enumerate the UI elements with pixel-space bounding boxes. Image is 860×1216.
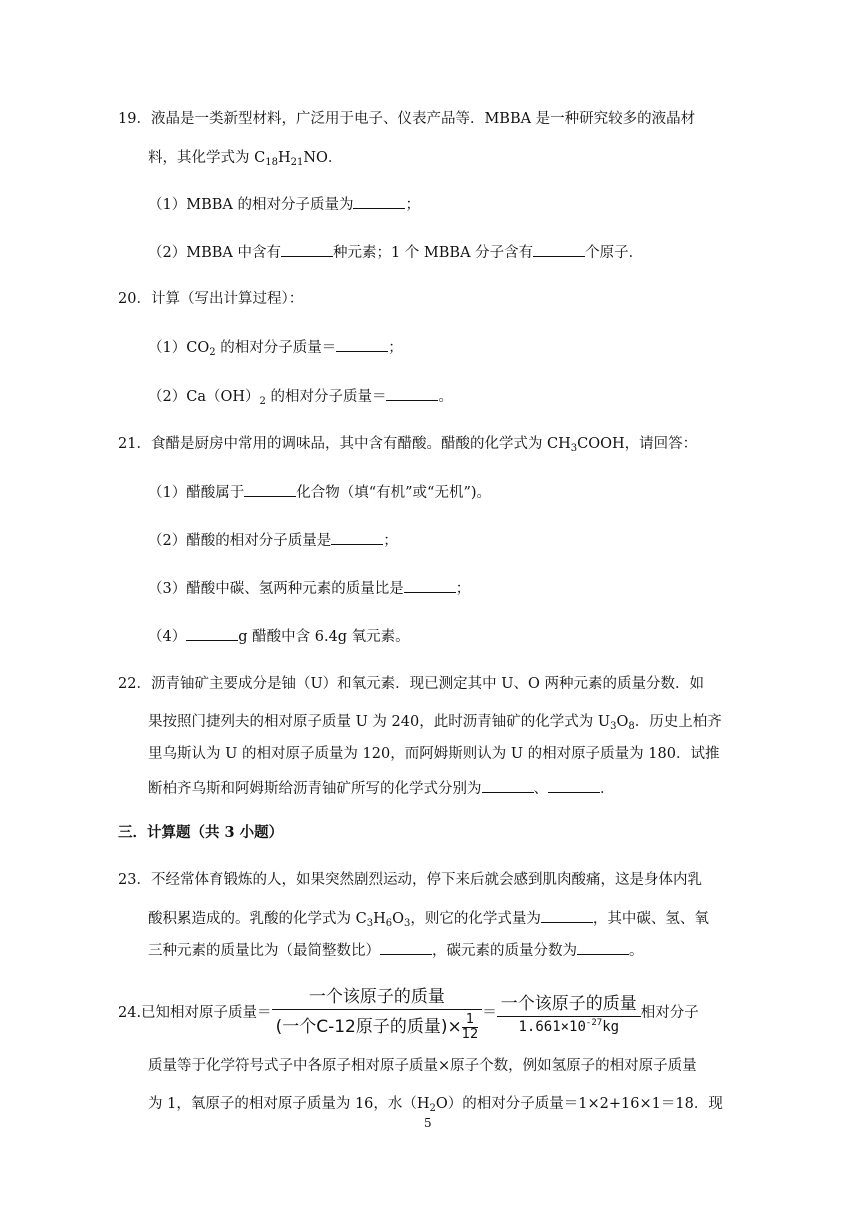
prompt-text: ；	[383, 533, 398, 549]
prompt-text: 个原子．	[585, 245, 644, 261]
q22-line3: 里乌斯认为 U 的相对原子质量为 120，而阿姆斯则认为 U 的相对原子质量为 180．试推	[148, 746, 720, 762]
prompt-text: （1）CO	[148, 340, 210, 356]
q24-line2: 质量等于化学符号式子中各原子相对原子质量×原子个数，例如氢原子的相对原子质量	[148, 1058, 697, 1074]
denominator-text: 1.661×10	[518, 1018, 586, 1035]
subscript: 21	[290, 157, 304, 168]
small-denominator: 12	[461, 1026, 479, 1042]
formula-text: NO．	[303, 150, 343, 166]
answer-blank[interactable]	[577, 940, 629, 955]
small-numerator: 1	[462, 1013, 479, 1028]
answer-blank[interactable]	[380, 940, 432, 955]
answer-blank[interactable]	[386, 386, 438, 401]
q20-part2	[148, 386, 453, 407]
answer-blank[interactable]	[281, 242, 333, 257]
prompt-text: （3）醋酸中碳、氢两种元素的质量比是	[148, 581, 404, 597]
formula-text: O	[616, 714, 629, 730]
subscript: 2	[209, 347, 216, 358]
prompt-text: ，其中碳、氢、氧	[592, 911, 709, 927]
prompt-text: 的相对分子质量＝	[215, 340, 337, 356]
subscript: 3	[570, 443, 578, 454]
answer-blank[interactable]	[482, 778, 534, 793]
q19-part1	[148, 194, 420, 215]
q23-line3	[148, 940, 644, 961]
prompt-text: 24.已知相对原子质量＝	[118, 1005, 272, 1022]
subscript: 2	[429, 1103, 436, 1114]
answer-blank[interactable]	[244, 482, 296, 497]
denominator-text: (一个C-12原子的质量)×	[275, 1017, 462, 1037]
q21-part4	[148, 626, 410, 647]
prompt-text: 。	[438, 389, 453, 405]
q19-line1: 19．液晶是一类新型材料，广泛用于电子、仪表产品等．MBBA 是一种研究较多的液晶材	[118, 111, 696, 127]
prompt-text: （4）	[148, 629, 187, 645]
q19-line2	[148, 148, 342, 168]
q20-line1: 20．计算（写出计算过程）：	[118, 291, 304, 307]
one-twelfth-fraction	[462, 1013, 479, 1042]
q23-line2	[148, 908, 709, 929]
prompt-text: ；	[388, 340, 403, 356]
subscript: 18	[265, 157, 278, 168]
q22-line1: 22．沥青铀矿主要成分是铀（U）和氧元素．现已测定其中 U、O 两种元素的质量分数．如	[118, 676, 704, 692]
q19-formula-text: 料，其化学式为 C	[148, 150, 266, 166]
prompt-text: 果按照门捷列夫的相对原子质量 U 为 240，此时沥青铀矿的化学式为 U	[148, 714, 611, 730]
prompt-text: COOH，请回答：	[577, 436, 698, 452]
q19-part2	[148, 242, 643, 263]
prompt-text: 酸积累造成的。乳酸的化学式为 C	[148, 911, 367, 927]
prompt-text: 21．食醋是厨房中常用的调味品，其中含有醋酸。醋酸的化学式为 CH	[118, 436, 571, 452]
prompt-text: 种元素；1 个 MBBA 分子含有	[332, 245, 534, 261]
answer-blank[interactable]	[331, 530, 383, 545]
q21-line1	[118, 434, 697, 454]
prompt-text: （2）醋酸的相对分子质量是	[148, 533, 332, 549]
prompt-text: 。	[629, 943, 644, 959]
answer-blank[interactable]	[404, 578, 456, 593]
subscript: 8	[628, 721, 635, 732]
q20-part1	[148, 337, 403, 358]
prompt-text: （2）Ca（OH）	[148, 389, 260, 405]
fraction-numerator: 一个该原子的质量	[272, 982, 483, 1010]
prompt-text: 相对分子	[640, 1005, 699, 1022]
prompt-text: 化合物（填“有机”或“无机”)。	[296, 485, 492, 501]
q24-line3	[148, 1094, 723, 1114]
prompt-text: 、	[533, 781, 548, 797]
answer-blank[interactable]	[541, 908, 593, 923]
subscript: 6	[385, 918, 393, 929]
answer-blank[interactable]	[533, 242, 585, 257]
formula-text: H	[373, 911, 386, 927]
section-heading: 三．计算题（共 3 小题）	[118, 824, 284, 841]
prompt-text: 断柏齐乌斯和阿姆斯给沥青铀矿所写的化学式分别为	[148, 781, 482, 797]
prompt-text: （2）MBBA 中含有	[148, 245, 281, 261]
prompt-text: 三种元素的质量比为（最简整数比）	[148, 943, 380, 959]
formula-text: O	[392, 911, 404, 927]
subscript: 2	[259, 396, 266, 407]
prompt-text: ，则它的化学式量为	[410, 911, 541, 927]
q21-part2	[148, 530, 398, 551]
q22-line2	[148, 712, 722, 732]
exponent: -27	[585, 1017, 603, 1028]
mass-ratio-fraction	[497, 989, 641, 1035]
fraction-denominator	[497, 1017, 641, 1035]
answer-blank[interactable]	[353, 194, 405, 209]
q21-part3	[148, 578, 470, 599]
subscript: 3	[610, 721, 617, 732]
q24-formula-line	[118, 982, 699, 1042]
subscript: 3	[366, 918, 374, 929]
unit-text: kg	[602, 1018, 620, 1035]
prompt-text: 的相对分子质量＝	[265, 389, 387, 405]
prompt-text: （1）醋酸属于	[148, 485, 245, 501]
formula-text: H	[277, 150, 291, 166]
relative-atomic-mass-fraction	[272, 982, 483, 1042]
prompt-text: ，碳元素的质量分数为	[432, 943, 577, 959]
subscript: 3	[404, 918, 411, 929]
prompt-text: ．历史上柏齐	[634, 714, 722, 730]
prompt-text: ；	[405, 197, 420, 213]
prompt-text: （1）MBBA 的相对分子质量为	[148, 197, 354, 213]
fraction-numerator: 一个该原子的质量	[497, 989, 641, 1017]
q21-part1	[148, 482, 491, 503]
equals-sign: ＝	[482, 1005, 497, 1022]
answer-blank[interactable]	[336, 337, 388, 352]
prompt-text: ；	[455, 581, 471, 597]
prompt-text: ．	[600, 781, 615, 797]
page-number: 5	[424, 1116, 432, 1130]
fraction-denominator	[272, 1010, 483, 1042]
answer-blank[interactable]	[548, 778, 600, 793]
q22-line4	[148, 778, 615, 799]
prompt-text: g 醋酸中含 6.4g 氧元素。	[238, 629, 410, 645]
answer-blank[interactable]	[186, 626, 238, 641]
prompt-text: 为 1，氧原子的相对原子质量为 16，水（H	[148, 1096, 430, 1112]
q23-line1: 23．不经常体育锻炼的人，如果突然剧烈运动，停下来后就会感到肌肉酸痛，这是身体内乳	[118, 872, 702, 888]
prompt-text: O）的相对分子质量＝1×2+16×1＝18．现	[435, 1096, 723, 1112]
